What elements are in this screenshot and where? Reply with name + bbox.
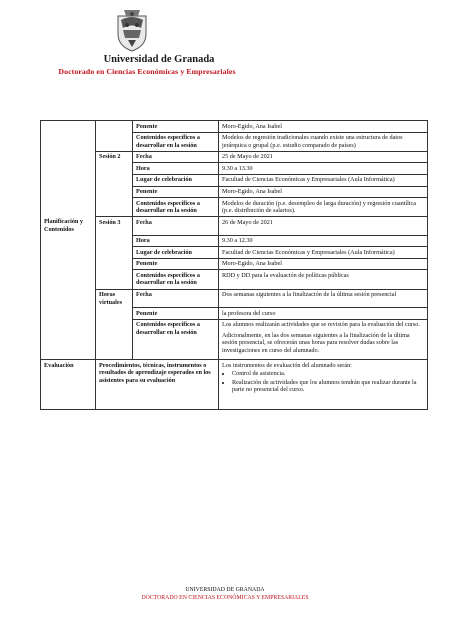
table-row bbox=[41, 270, 428, 289]
lugar-label: Lugar de celebración bbox=[133, 174, 219, 186]
fecha-value: 25 de Mayo de 2021 bbox=[219, 151, 428, 163]
table-row bbox=[41, 258, 428, 270]
table-row bbox=[41, 360, 428, 410]
empty-cell bbox=[96, 247, 133, 259]
page-footer bbox=[0, 586, 450, 602]
contenidos-value bbox=[219, 319, 428, 359]
table-row bbox=[41, 121, 428, 133]
empty-cell bbox=[41, 163, 96, 175]
empty-cell bbox=[41, 198, 96, 217]
table-row bbox=[41, 163, 428, 175]
footer-university: UNIVERSIDAD DE GRANADA bbox=[185, 587, 265, 593]
empty-cell bbox=[41, 270, 96, 289]
fecha-value: 26 de Mayo de 2021 bbox=[219, 217, 428, 235]
contenidos-paragraph: Adicionalmente, en las dos semanas siguientes a la finalización de la última sesión presencial, se ofrecerán unas horas para resolver dudas sobre las investigaciones en curso del alumnado. bbox=[222, 331, 410, 355]
table-row bbox=[41, 198, 428, 217]
table-row bbox=[41, 247, 428, 259]
program-name: Doctorado en Ciencias Económicas y Empresariales bbox=[58, 67, 236, 76]
table-row bbox=[41, 308, 428, 320]
contenidos-label: Contenidos específicos a desarrollar en la sesión bbox=[133, 198, 219, 217]
fecha-value: Dos semanas siguientes a la finalización de la última sesión presencial bbox=[219, 289, 428, 308]
university-crest-icon bbox=[114, 8, 150, 52]
session-label: Sesión 3 bbox=[96, 217, 133, 235]
ponente-label: Ponente bbox=[133, 186, 219, 198]
empty-cell bbox=[41, 186, 96, 198]
lugar-value: Facultad de Ciencias Económicas y Empresariales (Aula Informática) bbox=[219, 174, 428, 186]
evaluation-intro: Los instrumentos de evaluación del alumnado serán: bbox=[222, 361, 352, 369]
list-item: • Control de asistencia. bbox=[232, 370, 424, 378]
section-label: Planificación y Contenidos bbox=[41, 217, 96, 235]
contenidos-label: Contenidos específicos a desarrollar en la sesión bbox=[133, 132, 219, 151]
ponente-label: Ponente bbox=[133, 308, 219, 320]
list-item: • Realización de actividades que los alumnos tendrán que realizar durante la parte no presencial del curso. bbox=[232, 379, 424, 394]
contenidos-label: Contenidos específicos a desarrollar en la sesión bbox=[133, 270, 219, 289]
empty-cell bbox=[96, 186, 133, 198]
ponente-value: Moro-Egido, Ana Isabel bbox=[219, 186, 428, 198]
contenidos-label: Contenidos específicos a desarrollar en la sesión bbox=[133, 319, 219, 359]
hora-value: 9.30 a 13.30 bbox=[219, 163, 428, 175]
table-row bbox=[41, 319, 428, 359]
university-name: Universidad de Granada bbox=[103, 54, 215, 65]
hora-value: 9.30 a 12.30 bbox=[219, 235, 428, 247]
table-row bbox=[41, 186, 428, 198]
empty-cell bbox=[41, 319, 96, 359]
table-row bbox=[41, 132, 428, 151]
table-row bbox=[41, 174, 428, 186]
table-row bbox=[41, 289, 428, 308]
empty-cell bbox=[96, 258, 133, 270]
evaluation-list bbox=[222, 370, 424, 394]
empty-cell bbox=[41, 235, 96, 247]
contenidos-value: RDD y DD para la evaluación de políticas públicas bbox=[219, 270, 428, 289]
empty-cell bbox=[41, 132, 96, 151]
empty-cell bbox=[96, 319, 133, 359]
table-row bbox=[41, 235, 428, 247]
empty-cell bbox=[41, 121, 96, 133]
lugar-label: Lugar de celebración bbox=[133, 247, 219, 259]
session-label: Sesión 2 bbox=[96, 151, 133, 163]
ponente-label: Ponente bbox=[133, 121, 219, 133]
hora-label: Hora bbox=[133, 163, 219, 175]
empty-cell bbox=[41, 289, 96, 308]
ponente-label: Ponente bbox=[133, 258, 219, 270]
empty-cell bbox=[41, 258, 96, 270]
evaluation-value bbox=[219, 360, 428, 410]
empty-cell bbox=[96, 163, 133, 175]
fecha-label: Fecha bbox=[133, 151, 219, 163]
empty-cell bbox=[96, 121, 133, 133]
empty-cell bbox=[96, 235, 133, 247]
empty-cell bbox=[41, 247, 96, 259]
contenidos-value: Modelos de regresión tradicionales cuando existe una estructura de datos jerárquica o grupal (p.e. estudio comparado de países) bbox=[219, 132, 428, 151]
ponente-value: Moro-Egido, Ana Isabel bbox=[219, 258, 428, 270]
hora-label: Hora bbox=[133, 235, 219, 247]
empty-cell bbox=[96, 308, 133, 320]
footer-program: DOCTORADO EN CIENCIAS ECONÓMICAS Y EMPRESARIALES bbox=[141, 595, 309, 601]
course-planning-table bbox=[40, 120, 428, 410]
fecha-label: Fecha bbox=[133, 289, 219, 308]
evaluation-label: Procedimientos, técnicas, instrumentos o resultados de aprendizaje esperados en los asistentes para su evaluación bbox=[96, 360, 219, 410]
fecha-label: Fecha bbox=[133, 217, 219, 235]
contenidos-paragraph: Los alumnos realizarán actividades que se revisión para la evaluación del curso. bbox=[222, 321, 420, 329]
lugar-value: Facultad de Ciencias Económicas y Empresariales (Aula Informática) bbox=[219, 247, 428, 259]
empty-cell bbox=[96, 174, 133, 186]
empty-cell bbox=[96, 132, 133, 151]
section-label: Evaluación bbox=[41, 360, 96, 410]
ponente-value: Moro-Egido, Ana Isabel bbox=[219, 121, 428, 133]
contenidos-value: Modelos de duración (p.e. desempleo de larga duración) y regresión cuantílica (p.e. distribución de salarios). bbox=[219, 198, 428, 217]
table-row bbox=[41, 151, 428, 163]
empty-cell bbox=[96, 198, 133, 217]
ponente-value: la profesora del curso bbox=[219, 308, 428, 320]
empty-cell bbox=[96, 270, 133, 289]
empty-cell bbox=[41, 308, 96, 320]
session-label: Horas virtuales bbox=[96, 289, 133, 308]
empty-cell bbox=[41, 151, 96, 163]
empty-cell bbox=[41, 174, 96, 186]
table-row bbox=[41, 217, 428, 235]
